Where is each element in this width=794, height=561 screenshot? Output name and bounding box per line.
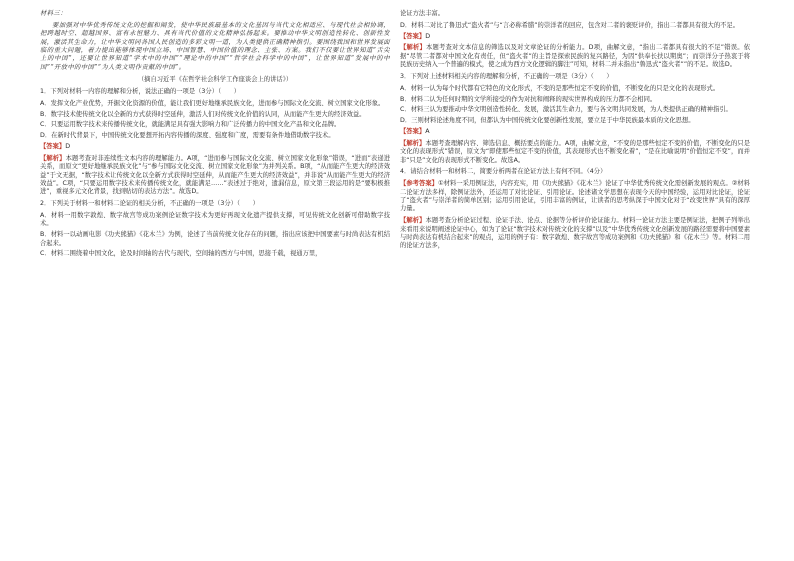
question-1-option-d: D．在新时代背景下，中国传统文化要想开拓内容传播的深度、强度和广度，需要有条件地借助数字技术。 xyxy=(40,132,335,140)
question-3-analysis xyxy=(400,140,750,165)
question-1-option-b: B．数字技术使传统文化以全新的方式获得时空延伸，激活人们对传统文化价值的认同，从而能产生更大的经济效益。 xyxy=(40,110,366,118)
material-line: 要推动中华文明创造性转化、创新性发展，激活其生命力，让中华文明同各国人民创造的多彩文明 xyxy=(40,30,390,46)
continued-text: 论证方法丰富。 xyxy=(400,10,445,17)
question-2-option-b: B．材料一以动画电影《功夫熊猫》《花木兰》为例，论述了当前传统文化存在的问题，指出应该把中国要素与时尚表达有机结合起来。 xyxy=(40,231,390,247)
answer-value: D xyxy=(65,143,71,151)
material-line: 一道，为人类提供正确精神指引。要围绕我国和世界发展面临的重大问题，着力提出能够体现中国 xyxy=(40,38,390,55)
material-three-text xyxy=(40,22,390,72)
analysis-label: 【解析】 xyxy=(400,44,427,52)
material-line: 立场、中国智慧、中国价值的理念、主张、方案。我们不仅要让世界知道“舌尖上的中国”，还要 xyxy=(40,47,390,63)
question-4-stem: 4．请结合材料一和材料二，简要分析两者在论证方法上有何不同。（4分） xyxy=(400,168,607,176)
question-2-stem: 2．下列关于材料一和材料二论证的相关分析，不正确的一项是（3分）（ ） xyxy=(40,200,259,208)
left-column xyxy=(40,10,390,261)
material-line: 的中国”“开放中的中国”“为人类文明作贡献的中国”。 xyxy=(40,55,391,71)
question-4-analysis xyxy=(400,217,750,251)
question-1-option-c: C．只要运用数字技术来传播传统文化，就能满足具有强大影响力和广泛传播力的中国文化产品和文化品牌。 xyxy=(40,121,341,129)
material-line: 让世界知道“学术中的中国”“理论中的中国”“哲学社会科学中的中国”，让世界知道“发展中 xyxy=(93,55,377,63)
analysis-text: 本题考查理解内容、筛选信息、概括要点的能力。A项，曲解文意，“不变的是那些恒定不变的价值，不断变化的只是文化的表现形式”错误，原文为“即使那些恒定不变的价值，其表现形式也不断变化着”，“是在比喻说明“价值恒定不变”，而并非“只是”文化的表现形式不断变化。故选A。 xyxy=(400,139,751,164)
material-title: 材料三： xyxy=(40,10,67,17)
question-1-analysis xyxy=(40,155,390,197)
answer-label: 【参考答案】 xyxy=(400,180,438,188)
answer-label: 【答案】 xyxy=(40,143,66,151)
material-line: 要加强对中华优秀传统文化的挖掘和阐发，使中华民族最基本的文化基因与当代文化相适应、 xyxy=(52,21,330,29)
right-column xyxy=(400,10,750,254)
question-2-answer xyxy=(400,33,750,41)
analysis-label: 【解析】 xyxy=(400,139,426,147)
question-3-option-d: D．三则材料论述角度不同，但都认为中国传统文化要创新性发展，要立足于中华民族最本质的文化思想。 xyxy=(400,117,695,125)
analysis-text: 本题考查对文本信息的筛选以及对文章论证的分析能力。D项，曲解文意，“指出二者都具有很大的不足”错误。依据“尽管二者都对中国文化有责任，但“盗火者”的主旨是探索民族的复兴路径，为因“供奉长扶以期奥”；而崇洋分子热衷于将民族历史纳入一个普遍的模式，使之成为西方文化逻辑的脚注”可知，材料二并未指出“鲁迅式“盗火者””的不足。故选D。 xyxy=(400,44,751,69)
answer-value: D xyxy=(425,32,431,40)
question-4-answer xyxy=(400,180,750,214)
question-1-stem: 1．下列对材料一内容的理解和分析，说法正确的一项是（3分）（ ） xyxy=(40,88,241,96)
question-2-option-c: C．材料二围绕着中国文化，论及时间轴的古代与现代，空间轴的西方与中国，思接千载，视通万里， xyxy=(40,250,322,258)
question-3-option-b: B．材料二认为任何时期的文学所接受的作为对抗和阐释的现实世界构成的压力都不会相同。 xyxy=(400,95,657,103)
material-source: （摘自习近平《在哲学社会科学工作座谈会上的讲话》） xyxy=(137,75,293,83)
question-1-option-a: A．发挥文化产业优势，开掘文化资源的价值，能让我们更好地继承民族文化，进而参与国际文化交流、树立国家文化形象。 xyxy=(40,99,385,107)
analysis-text: 本题考查分析论证过程、论证手法、论点、论据等分析评价论证能力。材料一论证方法主要是例证法，把例子列举出来看用来说明阐述论证中心，如为了论证“数字技术对传统文化的支撑”以及“中华优秀传统文化创新发展的路径需要将中国要素与时尚表达有机结合起来”的观点，运用的例子有：数字敦煌、数字故宫等成功案例和《功夫熊猫》和《花木兰》等。材料二用的论证方法多， xyxy=(400,217,751,250)
question-3-answer xyxy=(400,128,750,136)
question-3-stem: 3．下列对上述材料相关内容的理解和分析，不正确的一项是（3分）（ ） xyxy=(400,73,613,80)
answer-label: 【答案】 xyxy=(400,32,426,40)
answer-text: ①材料一采用例证法，内容充实，用《功夫熊猫》《花木兰》论证了中华优秀传统文化需创新发展的观点。②材料二论证方法多样，除例证法外，还运用了对比论证、引用论证。论述诸文学思想在表现今天的中国经验，运用对比论证，论证了“盗火者”与崇洋者的简单区别；运用引用论证，引用丰富的例证，让读者的思考纵深于中国文化对于“改变世界”具有的深厚力量。 xyxy=(400,180,751,213)
analysis-label: 【解析】 xyxy=(40,154,66,162)
question-2-analysis xyxy=(400,44,750,69)
analysis-text: 本题考查对非连续性文本内容的理解能力。A项，“进而参与国际文化交流、树立国家文化形象”错误，“进而”表递进关系，而原文“更好地继承民族文化”与“参与国际文化交流、树立国家文化形象”为并列关系。B项，“从而能产生更大的经济效益”于文无据，“数字技术让传统文化以全新方式获得时空延伸，从而能产生更大的经济效益”，并非说“从而能产生更大的经济效益”。C项，“只要运用数字技术来传播传统文化，就能满足……”表述过于绝对，遗漏信息，原文第三段运用的是“要积极推进”，重视多元文化背景，找到贴切的表达方法”。故选D。 xyxy=(40,154,391,196)
analysis-label: 【解析】 xyxy=(400,217,426,225)
question-3-option-c: C．材料三认为要推动中华文明创造性转化、发展，激活其生命力，要与各文明共同发展，为人类提供正确的精神指引。 xyxy=(400,106,732,114)
question-2-option-d: D．材料二对比了鲁迅式“盗火者”与“言必称希腊”的崇洋者的回应，包含对二者的褒贬评价，指出二者都具有很大的不足。 xyxy=(400,21,740,29)
material-line: 与现代社会相协调，把跨越时空、超越国界、富有永恒魅力、具有当代价值的文化精神弘扬起来。 xyxy=(40,21,390,38)
question-1-answer xyxy=(40,143,390,151)
answer-label: 【答案】 xyxy=(400,127,426,135)
question-2-option-a: A．材料一用数字敦煌、数字故宫等成功案例论证数字技术为更好再现文化遗产提供支撑，可见传统文化创新可借助数字技术。 xyxy=(40,212,390,228)
answer-value: A xyxy=(425,127,430,135)
question-3-option-a: A．材料一认为每个时代都有它特色的文化形式，不变的是那些恒定不变的价值，不断变化的只是文化的表现形式。 xyxy=(400,84,720,92)
